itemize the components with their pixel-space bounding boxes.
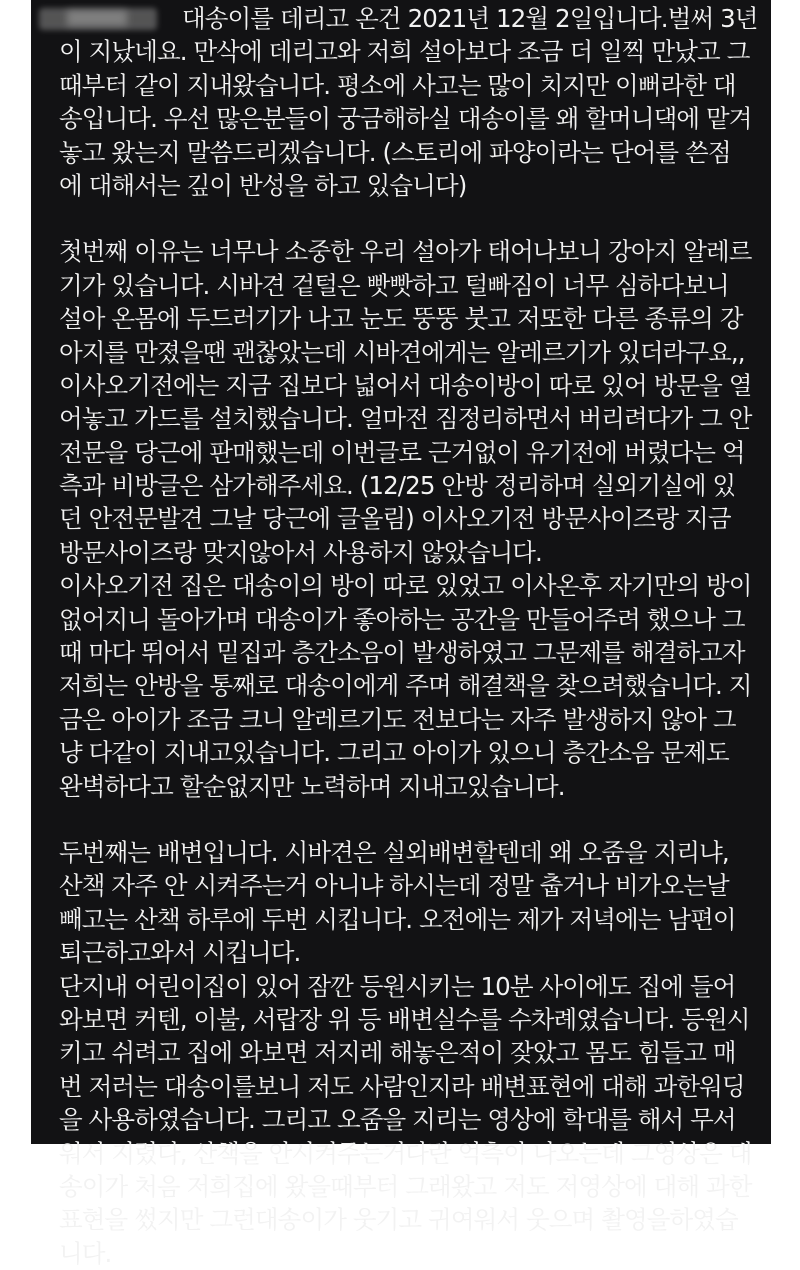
text-line: 키고 쉬려고 집에 와보면 저지레 해놓은적이 잦았고 몸도 힘들고 매: [59, 1038, 736, 1068]
text-line: 놓고 왔는지 말씀드리겠습니다. (스토리에 파양이라는 단어를 쓴점: [59, 137, 731, 167]
text-line: 설아 온몸에 두드러기가 나고 눈도 뚱뚱 붓고 저또한 다른 종류의 강: [59, 304, 743, 334]
text-line: 측과 비방글은 삼가해주세요. (12/25 안방 정리하며 실외기실에 있: [59, 471, 736, 501]
text-line: 방문사이즈랑 맞지않아서 사용하지 않았습니다.: [59, 537, 542, 567]
paragraph-gap: [59, 202, 771, 235]
text-line: 워서 지렸다, 산책을 안시켜주는거다란 억측이 나오는데 그영상은 대: [59, 1138, 752, 1168]
text-line: 때 마다 뛰어서 밑집과 층간소음이 발생하였고 그문제를 해결하고자: [59, 638, 745, 668]
post-body: [59, 2, 771, 1270]
text-line: 어놓고 가드를 설치했습니다. 얼마전 짐정리하면서 버리려다가 그 안: [59, 404, 752, 434]
text-line: 이사오기전에는 지금 집보다 넓어서 대송이방이 따로 있어 방문을 열: [59, 370, 752, 400]
text-line: 이사오기전 집은 대송이의 방이 따로 있었고 이사온후 자기만의 방이: [59, 571, 752, 601]
text-line: 단지내 어린이집이 있어 잠깐 등원시키는 10분 사이에도 집에 들어: [59, 971, 736, 1001]
text-line: 저희는 안방을 통째로 대송이에게 주며 해결책을 찾으려했습니다. 지: [59, 671, 752, 701]
text-line: 금은 아이가 조금 크니 알레르기도 전보다는 자주 발생하지 않아 그: [59, 704, 736, 734]
text-line: 번 저러는 대송이를보니 저도 사람인지라 배변표현에 대해 과한워딩: [59, 1071, 745, 1101]
paragraph-gap: [59, 803, 771, 836]
text-line: 첫번째 이유는 너무나 소중한 우리 설아가 태어나보니 강아지 알레르: [59, 237, 752, 267]
text-line: 송이가 처음 저희집에 왔을때부터 그래왔고 저도 저영상에 대해 과한: [59, 1171, 752, 1201]
text-line: 완벽하다고 할순없지만 노력하며 지내고있습니다.: [59, 771, 565, 801]
text-line: 퇴근하고와서 시킵니다.: [59, 938, 301, 968]
text-line: 송입니다. 우선 많은분들이 궁금해하실 대송이를 왜 할머니댁에 맡겨: [59, 104, 752, 134]
text-line: 때부터 같이 지내왔습니다. 평소에 사고는 많이 치지만 이뻐라한 대: [59, 70, 736, 100]
text-line: 에 대해서는 깊이 반성을 하고 있습니다): [59, 170, 467, 200]
paragraph-intro: [59, 2, 771, 202]
text-line: 냥 다같이 지내고있습니다. 그리고 아이가 있으니 층간소음 문제도: [59, 738, 729, 768]
text-line: 없어지니 돌아가며 대송이가 좋아하는 공간을 만들어주려 했으나 그: [59, 604, 745, 634]
text-line: 을 사용하였습니다. 그리고 오줌을 지리는 영상에 학대를 해서 무서: [59, 1105, 736, 1135]
text-line: 와보면 커텐, 이불, 서랍장 위 등 배변실수를 수차례였습니다. 등원시: [59, 1004, 750, 1034]
text-line: 대송이를 데리고 온건 2021년 12월 2일입니다.벌써 3년: [182, 4, 758, 33]
post-panel: [31, 0, 771, 1268]
text-line: 빼고는 산책 하루에 두번 시킵니다. 오전에는 제가 저녁에는 남편이: [59, 904, 736, 934]
text-line: 표현을 썼지만 그런대송이가 웃기고 귀여워서 웃으며 촬영을하였습: [59, 1205, 738, 1235]
paragraph-first-reason: [59, 235, 771, 803]
text-line: 던 안전문발견 그날 당근에 글올림) 이사오기전 방문사이즈랑 지금: [59, 504, 731, 534]
text-line: 전문을 당근에 판매했는데 이번글로 근거없이 유기전에 버렸다는 억: [59, 437, 745, 467]
text-line: 두번째는 배변입니다. 시바견은 실외배변할텐데 왜 오줌을 지리냐,: [59, 837, 729, 867]
text-line: 아지를 만졌을땐 괜찮았는데 시바견에게는 알레르기가 있더라구요,,: [59, 337, 745, 367]
paragraph-second-reason: [59, 836, 771, 1270]
text-line: 니다.: [59, 1238, 112, 1268]
text-line: 산책 자주 안 시켜주는거 아니냐 하시는데 정말 춥거나 비가오는날: [59, 871, 729, 901]
text-line: 기가 있습니다. 시바견 겉털은 빳빳하고 털빠짐이 너무 심하다보니: [59, 270, 729, 300]
text-line: 이 지났네요. 만삭에 데리고와 저희 설아보다 조금 더 일찍 만났고 그: [59, 37, 750, 67]
